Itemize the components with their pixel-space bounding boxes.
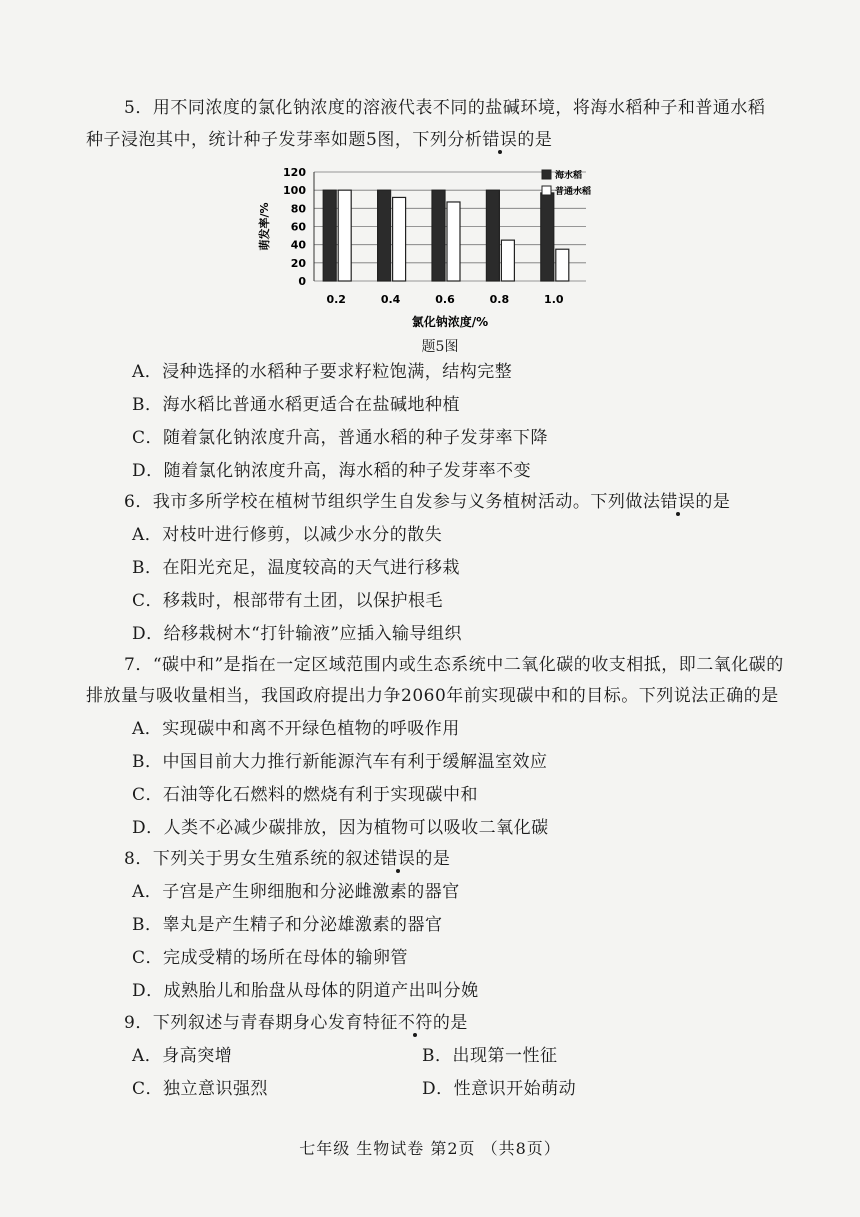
q6-option-d: D．给移栽树木“打针输液”应插入输导组织 [132, 624, 463, 644]
q5-emphasis: 错误 [482, 130, 518, 150]
q9-option-b: B．出现第一性征 [422, 1046, 558, 1066]
q5-stem-line2: 种子浸泡其中，统计种子发芽率如题5图，下列分析错误的是 [86, 130, 553, 150]
q9-emphasis: 不符 [397, 1013, 433, 1033]
y-tick-label: 80 [290, 202, 306, 216]
q5-stem-line1: 5．用不同浓度的氯化钠浓度的溶液代表不同的盐碱环境，将海水稻种子和普通水稻 [124, 98, 766, 118]
q7-option-a: A．实现碳中和离不开绿色植物的呼吸作用 [132, 719, 460, 739]
q6-stem: 6．我市多所学校在植树节组织学生自发参与义务植树活动。下列做法错误的是 [124, 492, 731, 512]
bar-common-rice [393, 197, 406, 281]
x-axis-label: 氯化钠浓度/% [411, 315, 489, 329]
q5-option-d: D．随着氯化钠浓度升高，海水稻的种子发芽率不变 [132, 461, 532, 481]
q8-option-b: B．睾丸是产生精子和分泌雄激素的器官 [132, 915, 443, 935]
q9-stem: 9．下列叙述与青春期身心发育特征不符的是 [124, 1013, 468, 1033]
bar-common-rice [556, 249, 569, 281]
q8-emphasis: 错误 [380, 849, 416, 869]
legend-label: 海水稻 [555, 171, 583, 181]
y-axis-label: 萌发率/% [258, 202, 271, 251]
bar-seawater-rice [432, 190, 445, 281]
y-tick-label: 120 [283, 166, 306, 179]
q7-stem-line1: 7．“碳中和”是指在一定区域范围内或生态系统中二氧化碳的收支相抵，即二氧化碳的 [124, 655, 784, 675]
page-footer: 七年级 生物试卷 第2页 （共8页） [299, 1139, 561, 1158]
y-tick-label: 20 [290, 256, 306, 270]
q7-option-b: B．中国目前大力推行新能源汽车有利于缓解温室效应 [132, 752, 548, 772]
bar-seawater-rice [378, 190, 391, 281]
figure-caption: 题5图 [421, 339, 459, 355]
bar-seawater-rice [323, 190, 336, 281]
x-tick-label: 0.8 [489, 293, 510, 306]
q8-option-a: A．子宫是产生卵细胞和分泌雌激素的器官 [132, 882, 460, 902]
bar-common-rice [501, 240, 514, 281]
q5-option-c: C．随着氯化钠浓度升高，普通水稻的种子发芽率下降 [132, 428, 549, 448]
q6-option-c: C．移栽时，根部带有土团，以保护根毛 [132, 591, 444, 611]
x-tick-label: 1.0 [544, 293, 564, 306]
y-tick-label: 100 [283, 184, 306, 198]
q6-emphasis: 错误 [660, 492, 696, 512]
x-tick-label: 0.2 [326, 293, 346, 306]
germination-bar-chart [250, 158, 630, 333]
q9-option-a: A．身高突增 [132, 1046, 233, 1066]
x-tick-label: 0.6 [435, 293, 455, 306]
q6-option-a: A．对枝叶进行修剪，以减少水分的散失 [132, 525, 443, 545]
q9-option-c: C．独立意识强烈 [132, 1079, 269, 1099]
y-tick-label: 40 [290, 238, 306, 252]
q5-option-b: B．海水稻比普通水稻更适合在盐碱地种植 [132, 395, 460, 415]
bar-seawater-rice [486, 190, 499, 281]
legend-swatch [542, 186, 551, 195]
q8-stem: 8．下列关于男女生殖系统的叙述错误的是 [124, 849, 451, 869]
bar-common-rice [447, 202, 460, 281]
q5-option-a: A．浸种选择的水稻种子要求籽粒饱满，结构完整 [132, 362, 513, 382]
legend-swatch [542, 170, 551, 179]
bar-seawater-rice [541, 193, 554, 281]
q8-option-c: C．完成受精的场所在母体的输卵管 [132, 948, 409, 968]
q7-option-d: D．人类不必减少碳排放，因为植物可以吸收二氧化碳 [132, 818, 549, 838]
q6-option-b: B．在阳光充足，温度较高的天气进行移栽 [132, 558, 460, 578]
q7-stem-line2: 排放量与吸收量相当，我国政府提出力争2060年前实现碳中和的目标。下列说法正确的是 [86, 686, 779, 706]
legend-label: 普通水稻 [555, 187, 592, 197]
q8-option-d: D．成熟胎儿和胎盘从母体的阴道产出叫分娩 [132, 981, 479, 1001]
x-tick-label: 0.4 [380, 293, 401, 306]
y-tick-label: 60 [290, 220, 306, 234]
y-tick-label: 0 [298, 275, 306, 288]
bar-common-rice [338, 190, 351, 281]
q7-option-c: C．石油等化石燃料的燃烧有利于实现碳中和 [132, 785, 479, 805]
q9-option-d: D．性意识开始萌动 [422, 1079, 577, 1099]
